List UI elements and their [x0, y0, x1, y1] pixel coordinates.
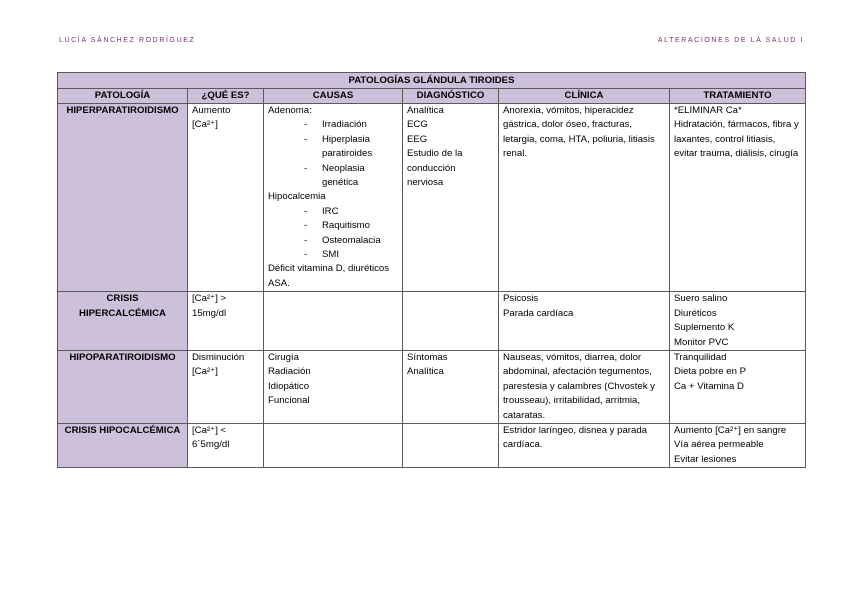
cell-line: Psicosis [503, 293, 539, 305]
cell-que-es [188, 350, 264, 423]
cell-tratamiento [670, 423, 806, 467]
column-header-tratamiento: TRATAMIENTO [670, 89, 806, 104]
cell-line: Disminución [192, 351, 245, 363]
cell-clinica: Anorexia, vómitos, hiperacidez gástrica, dolor óseo, fracturas, letargia, coma, HTA, poliuria, litiasis renal. [499, 104, 670, 292]
cell-line: Funcional [268, 395, 310, 407]
list-item: - IRC [268, 205, 398, 219]
cell-line: 6´5mg/dl [192, 439, 230, 451]
cell-line: *ELIMINAR Ca* [674, 105, 742, 116]
list-item: - Neoplasia genética [268, 162, 398, 191]
cell-que-es [188, 423, 264, 467]
cell-line: Ca + Vitamina D [674, 380, 744, 392]
hipocalcemia-list [268, 205, 398, 263]
list-item: - Irradiación [268, 118, 398, 132]
cell-line: Monitor PVC [674, 336, 729, 348]
pathology-name: HIPERPARATIROIDISMO [58, 104, 188, 292]
cell-que-es [188, 292, 264, 351]
cell-clinica [499, 292, 670, 351]
cell-line: Aumento [Ca²⁺] en sangre [674, 424, 787, 436]
table-row-crisis-hipercalcemica [58, 292, 806, 351]
column-header-que-es: ¿QUÉ ES? [188, 89, 264, 104]
cell-line: Hidratación, fármacos, fibra y laxantes, control litiasis, evitar trauma, diálisis, cirugía [674, 119, 799, 160]
cell-line: [Ca²⁺] [192, 366, 218, 378]
cell-line: Idiopático [268, 380, 310, 392]
cell-line: Parada cardíaca [503, 307, 574, 319]
column-header-diagnostico: DIAGNÓSTICO [403, 89, 499, 104]
running-header-author: LUCÍA SÁNCHEZ RODRÍGUEZ [59, 37, 196, 44]
table-title: PATOLOGÍAS GLÁNDULA TIROIDES [58, 73, 806, 89]
table-header-row [58, 89, 806, 104]
cell-causas [264, 104, 403, 292]
pathology-name: CRISIS HIPOCALCÉMICA [58, 423, 188, 467]
column-header-patologia: PATOLOGÍA [58, 89, 188, 104]
cell-line: Síntomas [407, 351, 448, 363]
list-item: - Osteomalacia [268, 234, 398, 248]
cell-clinica: Nauseas, vómitos, diarrea, dolor abdominal, afectación tegumentos, parestesia y calambres (Chvostek y trousseau), irritabilidad, arritmia, cataratas. [499, 350, 670, 423]
adenoma-list [268, 118, 398, 190]
cell-line: EEG [407, 133, 428, 145]
cell-line: Estudio de la conducción nerviosa [407, 148, 463, 189]
causas-extra: Déficit vitamina D, diuréticos ASA. [268, 263, 390, 289]
table-title-row [58, 73, 806, 89]
cell-diagnostico [403, 350, 499, 423]
cell-line: Suplemento K [674, 322, 735, 334]
cell-tratamiento [670, 104, 806, 292]
column-header-causas: CAUSAS [264, 89, 403, 104]
cell-line: Dieta pobre en P [674, 366, 746, 378]
cell-line: Radiación [268, 366, 311, 378]
table-row-hiperparatiroidismo [58, 104, 806, 292]
pathology-name: CRISIS HIPERCALCÉMICA [58, 292, 188, 351]
list-item: - Raquitismo [268, 219, 398, 233]
cell-line: 15mg/dl [192, 307, 227, 319]
cell-line: [Ca²⁺] > [192, 293, 227, 305]
pathology-name: HIPOPARATIROIDISMO [58, 350, 188, 423]
cell-que-es [188, 104, 264, 292]
cell-line: Diuréticos [674, 307, 717, 319]
cell-causas [264, 292, 403, 351]
cell-line: Analítica [407, 366, 444, 378]
cell-line: Suero salino [674, 293, 728, 305]
cell-tratamiento [670, 350, 806, 423]
cell-causas [264, 423, 403, 467]
cell-line: Cirugía [268, 351, 299, 363]
cell-line: Evitar lesiones [674, 453, 737, 465]
cell-clinica: Estridor laríngeo, disnea y parada cardíaca. [499, 423, 670, 467]
list-item: - SMI [268, 248, 398, 262]
running-header-subject: ALTERACIONES DE LA SALUD I [657, 37, 804, 44]
cell-line: [Ca²⁺] [192, 119, 218, 131]
cell-tratamiento [670, 292, 806, 351]
table-row-hipoparatiroidismo [58, 350, 806, 423]
column-header-clinica: CLÍNICA [499, 89, 670, 104]
table-row-crisis-hipocalcemica [58, 423, 806, 467]
list-item: - Hiperplasia paratiroides [268, 133, 398, 162]
cell-line: Tranquilidad [674, 351, 727, 363]
cell-line: [Ca²⁺] < [192, 424, 227, 436]
cell-diagnostico [403, 104, 499, 292]
cell-line: Aumento [192, 105, 231, 116]
cell-line: ECG [407, 119, 428, 131]
causas-hipocalcemia-label: Hipocalcemia [268, 191, 326, 203]
cell-line: Vía aérea permeable [674, 439, 764, 451]
causas-adenoma-label: Adenoma: [268, 105, 312, 116]
cell-causas [264, 350, 403, 423]
pathologies-table [57, 72, 806, 468]
cell-line: Analítica [407, 105, 444, 116]
cell-diagnostico [403, 292, 499, 351]
cell-diagnostico [403, 423, 499, 467]
